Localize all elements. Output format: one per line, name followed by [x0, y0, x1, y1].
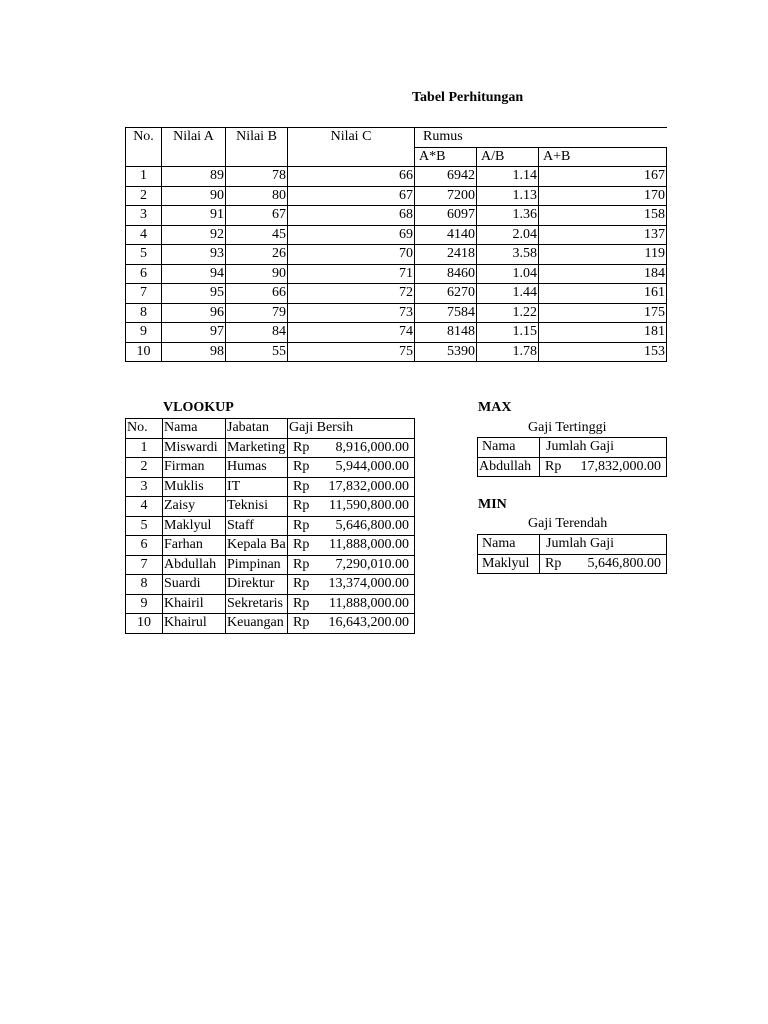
vlookup-row: [126, 575, 415, 595]
vlookup-cell-nama: Farhan: [163, 536, 226, 556]
calc-cell-adivb: 1.04: [477, 264, 539, 284]
calc-cell-no: 5: [126, 245, 162, 265]
calc-cell-aplusb: 167: [539, 167, 667, 187]
calc-cell-b: 67: [226, 206, 288, 226]
min-title: MIN: [478, 497, 507, 512]
gaji-amount: 11,888,000.00: [329, 537, 409, 553]
currency-label: Rp: [293, 478, 310, 494]
max-jumlah: 17,832,000.00: [580, 458, 661, 474]
calc-cell-a: 94: [162, 264, 226, 284]
calc-cell-c: 66: [288, 167, 415, 187]
vlookup-cell-jabatan: Pimpinan: [226, 555, 288, 575]
vlookup-cell-nama: Miswardi: [163, 438, 226, 458]
calc-cell-adivb: 3.58: [477, 245, 539, 265]
calc-cell-ab: 6270: [415, 284, 477, 304]
calc-row: [126, 264, 667, 284]
max-jumlah-cell: [540, 457, 667, 477]
max-header-row: [478, 438, 667, 458]
calc-cell-ab: 4140: [415, 225, 477, 245]
vlookup-cell-no: 2: [126, 458, 163, 478]
calc-cell-c: 67: [288, 186, 415, 206]
vlookup-cell-no: 10: [126, 614, 163, 634]
min-nama: Maklyul: [478, 554, 540, 574]
calc-cell-ab: 8460: [415, 264, 477, 284]
calc-cell-c: 75: [288, 342, 415, 362]
calc-cell-b: 84: [226, 323, 288, 343]
vlookup-cell-gaji: [288, 614, 415, 634]
vlookup-header-nama: Nama: [163, 419, 226, 439]
calc-cell-no: 7: [126, 284, 162, 304]
vlookup-table: [125, 418, 415, 634]
calc-cell-a: 97: [162, 323, 226, 343]
calc-cell-aplusb: 137: [539, 225, 667, 245]
vlookup-cell-no: 8: [126, 575, 163, 595]
header-nilai-c: Nilai C: [288, 128, 415, 167]
calc-table-title: Tabel Perhitungan: [412, 90, 524, 105]
calc-cell-c: 69: [288, 225, 415, 245]
calc-cell-adivb: 1.14: [477, 167, 539, 187]
vlookup-cell-gaji: [288, 477, 415, 497]
max-table: [477, 437, 667, 477]
calc-cell-a: 96: [162, 303, 226, 323]
calc-cell-aplusb: 158: [539, 206, 667, 226]
vlookup-cell-jabatan: Keuangan: [226, 614, 288, 634]
vlookup-cell-nama: Suardi: [163, 575, 226, 595]
min-jumlah: 5,646,800.00: [587, 555, 661, 571]
vlookup-cell-jabatan: Kepala Ba: [226, 536, 288, 556]
calc-cell-no: 4: [126, 225, 162, 245]
header-a-plus-b: A+B: [539, 147, 667, 167]
gaji-amount: 5,944,000.00: [335, 459, 409, 475]
calc-cell-ab: 2418: [415, 245, 477, 265]
calc-cell-ab: 8148: [415, 323, 477, 343]
vlookup-cell-jabatan: Marketing: [226, 438, 288, 458]
calc-row: [126, 167, 667, 187]
vlookup-header-gaji: Gaji Bersih: [288, 419, 415, 439]
calc-cell-a: 95: [162, 284, 226, 304]
calc-row: [126, 225, 667, 245]
calc-cell-b: 79: [226, 303, 288, 323]
vlookup-cell-jabatan: Direktur: [226, 575, 288, 595]
vlookup-row: [126, 438, 415, 458]
calc-cell-c: 73: [288, 303, 415, 323]
gaji-amount: 17,832,000.00: [328, 478, 409, 494]
vlookup-cell-no: 4: [126, 497, 163, 517]
currency-label: Rp: [293, 595, 310, 611]
vlookup-header-no: No.: [126, 419, 163, 439]
calc-row: [126, 284, 667, 304]
calc-cell-adivb: 1.44: [477, 284, 539, 304]
calc-row: [126, 303, 667, 323]
calc-cell-a: 98: [162, 342, 226, 362]
calc-cell-c: 72: [288, 284, 415, 304]
vlookup-cell-nama: Khairil: [163, 594, 226, 614]
max-subtitle: Gaji Tertinggi: [528, 420, 607, 435]
min-row: [478, 554, 667, 574]
calc-cell-no: 9: [126, 323, 162, 343]
calc-cell-aplusb: 181: [539, 323, 667, 343]
calc-row: [126, 186, 667, 206]
header-rumus: Rumus: [415, 128, 667, 148]
calc-cell-b: 78: [226, 167, 288, 187]
vlookup-cell-nama: Maklyul: [163, 516, 226, 536]
calc-cell-a: 89: [162, 167, 226, 187]
gaji-amount: 5,646,800.00: [335, 517, 409, 533]
calc-cell-adivb: 1.78: [477, 342, 539, 362]
calc-cell-aplusb: 153: [539, 342, 667, 362]
min-jumlah-cell: [540, 554, 667, 574]
max-row: [478, 457, 667, 477]
header-no: No.: [126, 128, 162, 167]
calc-cell-adivb: 1.15: [477, 323, 539, 343]
vlookup-cell-no: 7: [126, 555, 163, 575]
calc-cell-ab: 7584: [415, 303, 477, 323]
header-a-div-b: A/B: [477, 147, 539, 167]
vlookup-header-jabatan: Jabatan: [226, 419, 288, 439]
gaji-amount: 11,888,000.00: [329, 595, 409, 611]
calc-cell-c: 74: [288, 323, 415, 343]
vlookup-cell-no: 9: [126, 594, 163, 614]
calc-cell-no: 10: [126, 342, 162, 362]
calc-cell-adivb: 1.22: [477, 303, 539, 323]
calc-cell-no: 8: [126, 303, 162, 323]
currency-label: Rp: [293, 556, 310, 572]
vlookup-row: [126, 477, 415, 497]
vlookup-cell-nama: Muklis: [163, 477, 226, 497]
calc-cell-ab: 5390: [415, 342, 477, 362]
vlookup-cell-gaji: [288, 438, 415, 458]
calc-cell-b: 26: [226, 245, 288, 265]
calc-cell-b: 55: [226, 342, 288, 362]
vlookup-cell-gaji: [288, 555, 415, 575]
vlookup-cell-jabatan: Staff: [226, 516, 288, 536]
calc-cell-a: 93: [162, 245, 226, 265]
vlookup-cell-jabatan: IT: [226, 477, 288, 497]
vlookup-row: [126, 614, 415, 634]
vlookup-row: [126, 536, 415, 556]
calc-cell-no: 2: [126, 186, 162, 206]
calc-cell-aplusb: 175: [539, 303, 667, 323]
vlookup-cell-nama: Abdullah: [163, 555, 226, 575]
vlookup-cell-no: 5: [126, 516, 163, 536]
currency-label: Rp: [293, 576, 310, 592]
vlookup-row: [126, 497, 415, 517]
header-a-times-b: A*B: [415, 147, 477, 167]
max-currency: Rp: [545, 458, 562, 474]
vlookup-row: [126, 555, 415, 575]
calc-cell-ab: 6942: [415, 167, 477, 187]
gaji-amount: 8,916,000.00: [335, 439, 409, 455]
calc-cell-b: 66: [226, 284, 288, 304]
currency-label: Rp: [293, 517, 310, 533]
vlookup-cell-jabatan: Sekretaris: [226, 594, 288, 614]
min-table: [477, 534, 667, 574]
currency-label: Rp: [293, 615, 310, 631]
calc-cell-adivb: 1.36: [477, 206, 539, 226]
calc-cell-adivb: 2.04: [477, 225, 539, 245]
gaji-amount: 13,374,000.00: [328, 576, 409, 592]
calc-row: [126, 245, 667, 265]
calc-cell-a: 90: [162, 186, 226, 206]
vlookup-row: [126, 458, 415, 478]
vlookup-row: [126, 594, 415, 614]
currency-label: Rp: [293, 459, 310, 475]
min-header-jumlah: Jumlah Gaji: [540, 535, 667, 555]
vlookup-cell-jabatan: Teknisi: [226, 497, 288, 517]
calc-cell-b: 90: [226, 264, 288, 284]
currency-label: Rp: [293, 439, 310, 455]
calc-row: [126, 206, 667, 226]
vlookup-cell-gaji: [288, 536, 415, 556]
calc-cell-c: 70: [288, 245, 415, 265]
gaji-amount: 16,643,200.00: [328, 615, 409, 631]
currency-label: Rp: [293, 537, 310, 553]
vlookup-cell-nama: Zaisy: [163, 497, 226, 517]
vlookup-title: VLOOKUP: [163, 400, 234, 415]
vlookup-row: [126, 516, 415, 536]
min-header-row: [478, 535, 667, 555]
vlookup-header-row: [126, 419, 415, 439]
calc-row: [126, 342, 667, 362]
max-header-jumlah: Jumlah Gaji: [540, 438, 667, 458]
calc-cell-no: 3: [126, 206, 162, 226]
calc-cell-aplusb: 119: [539, 245, 667, 265]
gaji-amount: 7,290,010.00: [335, 556, 409, 572]
max-nama: Abdullah: [478, 457, 540, 477]
calc-cell-aplusb: 170: [539, 186, 667, 206]
calc-cell-b: 80: [226, 186, 288, 206]
calc-cell-a: 91: [162, 206, 226, 226]
calc-cell-aplusb: 184: [539, 264, 667, 284]
calc-header-row: [126, 128, 667, 148]
vlookup-cell-nama: Firman: [163, 458, 226, 478]
calc-cell-ab: 7200: [415, 186, 477, 206]
currency-label: Rp: [293, 498, 310, 514]
min-header-nama: Nama: [478, 535, 540, 555]
min-subtitle: Gaji Terendah: [528, 516, 608, 531]
calc-cell-no: 1: [126, 167, 162, 187]
max-title: MAX: [478, 400, 512, 415]
calc-row: [126, 323, 667, 343]
vlookup-cell-no: 6: [126, 536, 163, 556]
vlookup-cell-gaji: [288, 594, 415, 614]
vlookup-cell-no: 1: [126, 438, 163, 458]
calc-cell-aplusb: 161: [539, 284, 667, 304]
header-nilai-b: Nilai B: [226, 128, 288, 167]
vlookup-cell-gaji: [288, 575, 415, 595]
vlookup-cell-gaji: [288, 458, 415, 478]
vlookup-cell-gaji: [288, 497, 415, 517]
min-currency: Rp: [545, 555, 562, 571]
calc-cell-c: 68: [288, 206, 415, 226]
calc-cell-adivb: 1.13: [477, 186, 539, 206]
header-nilai-a: Nilai A: [162, 128, 226, 167]
vlookup-cell-no: 3: [126, 477, 163, 497]
max-header-nama: Nama: [478, 438, 540, 458]
vlookup-cell-jabatan: Humas: [226, 458, 288, 478]
calc-table: [125, 127, 667, 362]
calc-cell-ab: 6097: [415, 206, 477, 226]
vlookup-cell-gaji: [288, 516, 415, 536]
gaji-amount: 11,590,800.00: [329, 498, 409, 514]
vlookup-cell-nama: Khairul: [163, 614, 226, 634]
calc-cell-c: 71: [288, 264, 415, 284]
calc-cell-b: 45: [226, 225, 288, 245]
calc-cell-no: 6: [126, 264, 162, 284]
calc-cell-a: 92: [162, 225, 226, 245]
